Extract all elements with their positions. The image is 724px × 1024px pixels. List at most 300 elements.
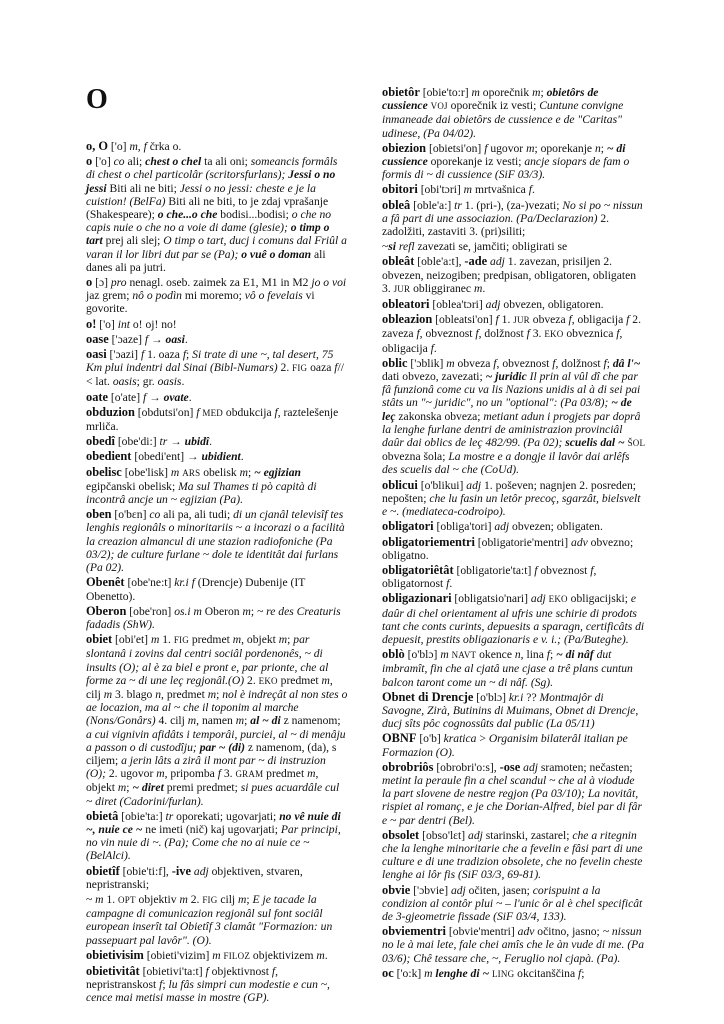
dictionary-entry: [382, 967, 646, 981]
entry-text: , nepristranskost: [86, 964, 279, 992]
entry-text: m: [238, 892, 247, 906]
entry-text: objektiven, stvaren, nepristranski;: [86, 864, 303, 891]
entry-text: 2. ugovor: [105, 767, 157, 781]
entry-headword: obduzion: [86, 404, 135, 419]
entry-text: kr.i f: [174, 576, 195, 590]
entry-text: [obliga'tori]: [433, 520, 495, 534]
entry-text: FIG: [202, 894, 218, 905]
dictionary-entry: [382, 313, 646, 355]
dictionary-entry: [86, 810, 348, 863]
entry-text: m: [321, 673, 330, 687]
entry-text: [ɔ]: [92, 276, 111, 290]
dictionary-entry: [382, 564, 646, 590]
entry-text: 2. zaveza: [382, 313, 641, 341]
entry-text: ['o]: [108, 140, 130, 153]
entry-text: .: [531, 183, 535, 197]
entry-text: ;: [287, 633, 294, 647]
entry-text: m: [471, 86, 480, 99]
entry-text: oporečnik iz vesti;: [447, 99, 540, 113]
entry-text: m: [424, 966, 433, 980]
entry-text: obligacijski;: [567, 592, 631, 606]
entry-text: , cilj: [86, 673, 333, 701]
entry-headword: obitori: [382, 182, 418, 197]
entry-text: f: [446, 577, 450, 591]
entry-text: [obieti'vizim]: [143, 948, 213, 962]
entry-text: ovate: [163, 390, 189, 404]
entry-headword: oblicui: [382, 477, 418, 492]
entry-text: f: [140, 348, 145, 362]
entry-text: VOJ: [430, 101, 448, 112]
dictionary-entry: [86, 155, 348, 274]
entry-text: [obdutsi'on]: [134, 405, 197, 419]
entry-text: ali;: [124, 155, 146, 169]
entry-text: →: [167, 435, 185, 449]
entry-text: m: [278, 633, 288, 647]
dictionary-entry: [86, 140, 348, 153]
entry-text: , lina: [520, 648, 547, 662]
dictionary-entry: [86, 276, 348, 316]
entry-text: 1.: [498, 313, 514, 327]
entry-text: .: [324, 948, 328, 962]
entry-headword: oase: [86, 331, 109, 346]
entry-text: di un cjanâl televisîf tes lenghis regionâls o minoritariis ~ a incorazi o a facilità la creazion almancul di une stazion radiofoniche (Pa 03/2); de culture furlane ~ dole te identitât dai furlans (Pa 02).: [86, 508, 345, 575]
entry-text: [o'bɛn]: [111, 508, 150, 522]
entry-text: ; gr.: [136, 375, 158, 389]
entry-text: , dolžnost: [478, 327, 527, 341]
dictionary-entry: [382, 199, 646, 239]
entry-text: [obvie'mentri]: [446, 925, 518, 939]
entry-text: EKO: [544, 329, 564, 340]
dictionary-entry: [382, 142, 646, 182]
entry-text: predmet: [188, 633, 233, 647]
entry-text: f: [528, 183, 532, 197]
entry-text: Organisim bilaterâl italian pe Formazion (O).: [382, 732, 628, 759]
entry-text: okence: [476, 648, 515, 662]
entry-text: 1. zavezan, prisiljen 2. obvezen, neizogiben; predpisan, obligatoren, obligaten 3.: [382, 255, 637, 295]
dictionary-entry: [86, 348, 348, 389]
entry-headword: obrobriôs: [382, 759, 434, 774]
entry-text: JUR: [513, 315, 530, 326]
entry-text: , raztelešenje mrliča.: [86, 405, 339, 434]
entry-text: oporečnik: [479, 86, 533, 99]
entry-headword: obedient: [86, 449, 132, 464]
entry-text: Biti ali ne biti;: [106, 181, 180, 195]
dictionary-entry: [382, 183, 646, 196]
entry-text: [obrobri'o:s],: [433, 760, 500, 774]
entry-text: refl: [398, 240, 415, 254]
entry-text: o timp o tart: [86, 221, 330, 248]
entry-text: m: [532, 86, 541, 99]
entry-text: ;: [216, 687, 223, 701]
entry-headword: obviementri: [382, 924, 447, 939]
dictionary-entry: [382, 884, 646, 924]
entry-text: n: [594, 141, 601, 155]
entry-text: ['ɔazi]: [106, 348, 141, 362]
entry-text: , obligatornost: [382, 563, 597, 591]
dictionary-entry: [382, 536, 646, 562]
entry-headword: oc: [382, 965, 394, 980]
entry-text: [obietivi'ta:t]: [139, 964, 206, 978]
entry-text: corispuint a la condizion al contôr plui ~ – l'unic ôr al è chel specificât de 3-gjeometrie fissade (SiF 03/4, 133).: [382, 883, 643, 923]
dictionary-entry: [86, 893, 348, 947]
dictionary-entry: [382, 761, 646, 827]
entry-text: E je tacade la campagne di comunicazion regjonâl sul font sociâl european inserît tal Obietîf 3 clamât "Formazion: un passepuart pal lavôr". (O).: [86, 892, 333, 947]
entry-text: predmet: [277, 673, 322, 687]
dictionary-entry: [86, 633, 348, 808]
dictionary-entry: [86, 576, 348, 602]
entry-text: obveznost: [537, 563, 591, 577]
entry-text: No si po ~ nissun a fâ part di une associazion. (Pa/Declarazion): [382, 198, 643, 225]
entry-text: obvezno; obligatno.: [382, 535, 634, 562]
entry-text: metint la peraule fin a chel scandul ~ che al à viodude la part slovene de nestre regjon (Pa 03/10); La novitât, rispiet al romanç, e je che Dorian-Alfred, biel par di fâr e ~ par dentri (Bel).: [382, 773, 642, 827]
entry-text: ??: [523, 690, 540, 704]
entry-text: obdukcija: [223, 405, 275, 419]
dictionary-entry: [86, 406, 348, 433]
page-letter: O: [86, 84, 108, 115]
entry-text: 1.: [103, 892, 119, 906]
entry-text: ~ egjizian: [254, 465, 301, 479]
dictionary-entry: [382, 357, 646, 477]
entry-text: obvezna šola;: [382, 450, 449, 464]
entry-text: m: [207, 687, 217, 701]
entry-headword: -ade: [464, 254, 488, 269]
entry-text: m: [156, 767, 165, 781]
entry-text: , obveznost: [496, 356, 553, 370]
entry-text: nol è indreçât al non stes o ae locazion, ma al ~ che il toponim al marche (Nons/Gonârs): [86, 687, 348, 728]
entry-text: ali pa, ali tudi;: [160, 508, 234, 522]
entry-text: zavezati se, jamčiti; obligirati se: [414, 240, 568, 254]
entry-text: f: [416, 327, 420, 341]
entry-text: ~ de leç: [382, 396, 632, 423]
entry-text: [obe'lisk]: [121, 465, 171, 479]
entry-text: ;: [186, 348, 193, 362]
entry-text: ;: [540, 86, 547, 99]
entry-text: jaz grem;: [86, 289, 133, 303]
entry-headword: oasi: [86, 347, 107, 362]
entry-text: starinski, zastarel;: [482, 828, 573, 842]
entry-text: dâ l'~: [612, 356, 641, 370]
entry-text: m: [307, 767, 316, 781]
entry-text: FIG: [292, 363, 308, 374]
entry-text: o! oj! no!: [129, 317, 177, 331]
entry-text: adj: [485, 298, 501, 312]
entry-headword: obleazion: [382, 312, 433, 327]
entry-text: predmet: [263, 767, 308, 781]
entry-text: .: [240, 450, 244, 464]
entry-text: 3.: [529, 327, 545, 341]
entry-text: f: [590, 563, 594, 577]
entry-text: [oble'a:t],: [414, 255, 465, 269]
entry-text: [obe'di:]: [114, 435, 160, 449]
entry-text: f: [578, 966, 582, 980]
entry-headword: obvie: [382, 882, 411, 897]
entry-text: ne imeti (nič) kaj ugovarjati;: [142, 822, 281, 836]
entry-headword: obietivitât: [86, 963, 140, 978]
entry-headword: o!: [86, 316, 97, 331]
entry-text: ubidient: [201, 450, 241, 464]
entry-text: [obie'ti:f],: [119, 864, 172, 878]
entry-text: [obligatorie'mentri]: [474, 535, 572, 549]
left-column: [86, 140, 348, 1007]
entry-text: m: [212, 948, 221, 962]
entry-text: ;: [247, 465, 255, 479]
entry-text: ;: [162, 978, 169, 992]
entry-text: f: [552, 356, 556, 370]
entry-text: OPT: [118, 894, 136, 905]
entry-text: črka o.: [146, 140, 182, 153]
entry-text: ;: [246, 892, 253, 906]
entry-text: obveza: [454, 356, 494, 370]
entry-text: [obleatsi'on]: [432, 313, 496, 327]
entry-text: Montmajôr di Savogne, Zirà, Butinins di Muimans, Obnet di Drencje, ducj sîts pôc cognossûts dal public (La 05/11): [382, 690, 639, 731]
entry-text: ancje siopars de fam o formis di ~ di cussience (SiF 03/3).: [382, 155, 630, 182]
entry-text: objektiv: [135, 892, 180, 906]
entry-text: m, f: [129, 140, 147, 153]
entry-text: oasis: [157, 375, 182, 389]
entry-headword: OBNF: [382, 731, 417, 746]
entry-text: ;: [126, 781, 133, 795]
entry-text: obveza: [529, 313, 569, 327]
dictionary-entry: [382, 648, 646, 689]
entry-text: Il prin al vûl dî che par fâ funzionâ come cu va lis Nazions unidis al à di sei pai stâts un "~ juridic", no un "optional": (Pa 03/8);: [382, 370, 641, 410]
entry-text: 3. blago: [112, 687, 156, 701]
entry-text: 2.: [277, 361, 293, 375]
entry-text: ['o]: [92, 155, 114, 169]
entry-text: adj: [523, 760, 538, 774]
entry-text: okcitanščina: [514, 966, 579, 980]
entry-text: tr: [159, 435, 168, 449]
entry-text: Cuntune convigne inmaneade dai obietôrs de cussience e de "Caritas" udinese, (Pa 04/02).: [382, 99, 624, 140]
entry-text: .: [188, 390, 192, 404]
entry-text: [obi'et]: [112, 633, 151, 647]
entry-text: ~ di nâf: [556, 648, 594, 662]
dictionary-entry: [86, 333, 348, 346]
entry-text: oasi: [165, 332, 185, 346]
entry-text: egipčanski obelisk;: [86, 479, 179, 493]
entry-text: ~ juridic: [485, 370, 527, 384]
entry-text: si: [388, 240, 397, 254]
dictionary-entry: [382, 240, 646, 253]
entry-text: adj: [466, 478, 482, 492]
entry-text: nenagl. oseb. zaimek za E1, M1 in M2: [126, 276, 312, 290]
entry-headword: obietivisim: [86, 947, 144, 962]
entry-text: [oble'a:]: [410, 198, 455, 212]
entry-text: ~ re des Creaturis fadadis (ShW).: [86, 604, 341, 631]
dictionary-entry: [382, 298, 646, 311]
entry-text: metiant adun i progjets par doprâ la lenghe furlane dentri de aministrazion provinciâl daûr dai oblics de leç 482/99. (Pa 02);: [382, 409, 641, 450]
entry-text: ta ali oni;: [201, 155, 251, 169]
entry-text: m: [239, 465, 248, 479]
entry-text: 2.: [187, 892, 203, 906]
entry-headword: obietâ: [86, 808, 119, 823]
dictionary-entry: [382, 925, 646, 965]
entry-text: FIG: [173, 635, 189, 646]
dictionary-entry: [86, 605, 348, 631]
entry-text: ŠOL: [627, 438, 646, 449]
entry-headword: oben: [86, 507, 112, 522]
entry-text: m: [242, 604, 251, 618]
entry-headword: obelisc: [86, 464, 122, 479]
dictionary-entry: [382, 255, 646, 296]
entry-text: adv: [517, 925, 535, 939]
entry-text: z namenom, (da), s ciljem;: [86, 740, 337, 767]
entry-text: [obie'to:r]: [419, 86, 472, 99]
entry-text: .: [482, 281, 486, 295]
entry-text: m: [526, 141, 535, 155]
dictionary-entry: [86, 508, 348, 574]
entry-headword: o: [86, 154, 93, 169]
entry-text: obvezen, obligatoren.: [500, 298, 604, 312]
entry-text: f: [603, 356, 607, 370]
entry-text: Jessi o no jessi: cheste e je la cuistion! (BelFa): [86, 181, 316, 208]
entry-text: 1.: [159, 633, 174, 647]
entry-text: ;: [606, 356, 613, 370]
entry-text: zakonska obveza;: [395, 409, 484, 423]
entry-headword: obsolet: [382, 827, 420, 842]
entry-text: ~ di cussience: [382, 141, 626, 169]
entry-text: adj: [450, 883, 466, 897]
right-column: [382, 86, 646, 983]
dictionary-entry: [86, 450, 348, 463]
entry-text: [o'blɔ]: [404, 648, 441, 662]
entry-text: oporekanje iz vesti;: [427, 155, 525, 169]
entry-text: ;: [250, 604, 257, 618]
entry-text: (Drencje) Dubenije (IT Obenetto).: [86, 576, 306, 603]
entry-text: kratica: [443, 732, 477, 746]
entry-headword: obligatori: [382, 519, 434, 534]
entry-headword: Oberon: [86, 603, 127, 618]
entry-text: tr: [454, 198, 462, 212]
entry-text: si pues acuardâle cul ~ diret (Cadorini/furlan).: [86, 781, 340, 808]
entry-text: ['ɔblik]: [407, 356, 447, 370]
entry-text: f: [534, 563, 538, 577]
dictionary-entry: [86, 965, 348, 1005]
entry-text: 3.: [220, 767, 236, 781]
entry-text: Jessi o no jessi: [86, 168, 336, 195]
entry-text: pro: [110, 276, 127, 290]
entry-text: objektivizem: [250, 948, 317, 962]
entry-text: [obedi'ent] →: [131, 450, 202, 464]
entry-text: f: [616, 327, 620, 341]
entry-text: [obso'lɛt]: [419, 828, 469, 842]
dictionary-entry: [86, 318, 348, 331]
dictionary-entry: [382, 829, 646, 882]
entry-text: m: [446, 356, 455, 370]
entry-text: [o'blikui]: [417, 478, 467, 492]
entry-text: ~: [86, 892, 96, 906]
entry-text: 2.: [244, 673, 259, 687]
entry-text: ugovor: [487, 141, 527, 155]
entry-text: ['ɔaze]: [108, 332, 145, 346]
entry-text: f: [430, 341, 434, 355]
entry-text: f: [205, 964, 209, 978]
entry-text: f: [546, 648, 550, 662]
entry-text: vi govorite.: [86, 289, 315, 316]
entry-text: 1. (pri-), (za-)vezati;: [461, 198, 563, 212]
entry-text: [obie'ta:]: [118, 809, 166, 823]
entry-text: [o'blɔ]: [473, 690, 509, 704]
entry-text: oasis: [112, 375, 137, 389]
dictionary-entry: [86, 466, 348, 507]
entry-text: obvezen; obligaten.: [509, 520, 603, 534]
entry-text: [obligatsio'nari]: [451, 592, 531, 606]
entry-headword: obligatoriementri: [382, 534, 475, 549]
entry-text: o che no capis nuie o che no a voie di dame (glesie);: [86, 208, 332, 235]
entry-text: m: [170, 465, 180, 479]
entry-text: m: [95, 892, 104, 906]
entry-text: f: [334, 361, 338, 375]
entry-text: 1. poševen; nagnjen 2. posreden; nepošten;: [382, 478, 636, 505]
entry-text: [obligatorie'ta:t]: [453, 563, 535, 577]
entry-text: a jerin lâts a zirâ il mont par ~ di instruzion (O);: [86, 753, 326, 781]
entry-text: f: [144, 332, 149, 346]
entry-text: .: [449, 577, 453, 591]
entry-text: someancis formâls di chest o chel particolâr (scritorsfurlans);: [86, 155, 338, 182]
entry-text: m: [440, 648, 449, 662]
entry-text: dut imbramît, fin che al cjatâ une cjase a trê plans cuntun balcon taront come un ~ di nâf. (Sg).: [382, 648, 633, 689]
entry-text: f: [196, 405, 200, 419]
entry-text: ;: [244, 714, 251, 728]
entry-text: , obligacija: [382, 327, 623, 355]
entry-text: adv: [571, 535, 588, 549]
entry-text: objektivnost: [208, 964, 272, 978]
entry-text: Par principi, no vin nuie di ~. (Pa); Come che no ai nuie ce ~ (BelAlci).: [86, 822, 341, 863]
entry-text: dati obvezo, zavezati;: [382, 370, 486, 384]
entry-text: no vê nuie di ~, nuie ce ~: [86, 809, 341, 836]
entry-headword: o, O: [86, 139, 109, 153]
entry-text: vô o fevelais: [244, 289, 303, 303]
entry-text: m: [316, 948, 325, 962]
dictionary-entry: [86, 949, 348, 963]
entry-text: oaza: [307, 361, 335, 375]
entry-text: NAVT: [451, 650, 477, 661]
entry-text: mi moremo;: [181, 289, 245, 303]
entry-text: 2. zadolžiti, zastaviti 3. (pri)siliti;: [382, 211, 610, 239]
entry-text: m: [235, 714, 245, 728]
entry-text: f: [217, 767, 221, 781]
entry-text: adj: [530, 592, 546, 606]
entry-text: EKO: [258, 675, 278, 686]
entry-text: e daûr di chel orientament al ufris une schirie di prodots tant che conts curints, depuesits a sparagn, certificâts di depuesit, prestits obligazionaris e v. i.; (Pa/Buteghe).: [382, 592, 645, 646]
dictionary-entry: [382, 732, 646, 758]
entry-text: f: [526, 327, 530, 341]
entry-text: ;: [550, 648, 557, 662]
entry-text: , obligacija: [571, 313, 627, 327]
entry-text: cilj: [217, 892, 239, 906]
entry-text: , obveznost: [419, 327, 476, 341]
entry-text: ~: [382, 240, 389, 254]
entry-text: ali danes ali pa jutri.: [86, 247, 326, 274]
entry-text: bodisi...bodisi;: [217, 208, 292, 222]
entry-text: , objekt: [241, 633, 279, 647]
entry-text: ubidî: [184, 435, 210, 449]
entry-text: z namenom;: [280, 714, 341, 728]
entry-text: .: [433, 341, 437, 355]
entry-text: m: [150, 633, 160, 647]
dictionary-entry: [382, 86, 646, 140]
entry-headword: obligazionari: [382, 591, 452, 606]
entry-headword: obleatori: [382, 297, 430, 312]
entry-headword: obleât: [382, 254, 415, 269]
entry-text: →: [148, 332, 166, 346]
entry-text: obliggiranec: [410, 281, 474, 295]
entry-text: m: [463, 183, 473, 197]
entry-text: scuelis dal ~: [565, 436, 625, 450]
entry-text: f: [475, 327, 479, 341]
entry-text: f: [626, 313, 630, 327]
entry-text: f: [484, 141, 488, 155]
entry-text: premi predmet;: [163, 781, 241, 795]
